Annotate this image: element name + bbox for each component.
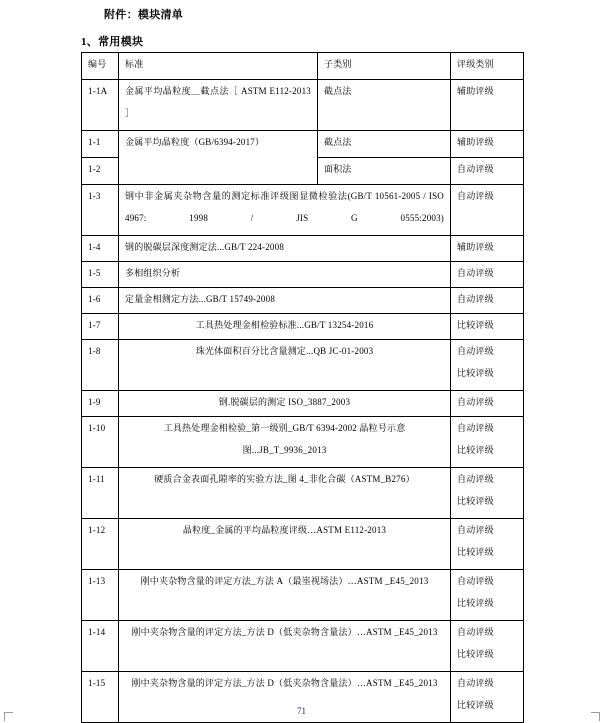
row-rating-primary: 自动评级 [457, 346, 494, 356]
row-number: 1-1A [88, 86, 108, 96]
row-number: 1-1 [88, 137, 101, 147]
row-standard-cell-wide [119, 519, 451, 570]
row-standard-cell-wide [119, 468, 451, 519]
section-heading: 1、常用模块 [81, 36, 144, 48]
row-number: 1-6 [88, 294, 101, 304]
row-rating: 自动评级 [457, 164, 494, 174]
row-number: 1-7 [88, 320, 101, 330]
row-rating: 比较评级 [457, 320, 494, 330]
row-number-cell [82, 468, 119, 519]
row-rating-secondary: 比较评级 [457, 496, 494, 506]
row-standard: 金属平均晶粒度＿截点法［ ASTM E112-2013 ］ [125, 86, 311, 118]
crop-mark-right [591, 712, 600, 721]
row-number-cell [82, 262, 119, 288]
row-rating-cell [451, 519, 524, 570]
row-standard-cell-wide [119, 185, 451, 236]
row-number: 1-12 [88, 525, 106, 535]
table-header-row [82, 53, 524, 80]
row-standard: 工具热处理金相检验标准...GB/T 13254-2016 [195, 320, 374, 330]
row-rating-primary: 自动评级 [457, 576, 494, 586]
row-standard: 刚中夹杂物含量的评定方法_方法 A（最埊视场法）…ASTM _E45_2013 [140, 576, 429, 586]
row-number-cell [82, 158, 119, 185]
row-rating-cell [451, 80, 524, 131]
table-row [82, 288, 524, 314]
row-standard-cell-wide [119, 417, 451, 468]
row-number-cell [82, 185, 119, 236]
table-row [82, 621, 524, 672]
table-row [82, 468, 524, 519]
table-row [82, 185, 524, 236]
table-row [82, 236, 524, 262]
row-number-cell [82, 314, 119, 340]
row-rating-primary: 自动评级 [457, 423, 494, 433]
row-rating-primary: 自动评级 [457, 525, 494, 535]
row-rating: 辅助评级 [457, 242, 494, 252]
table-row [82, 80, 524, 131]
row-standard: 定量金相测定方法...GB/T 15749-2008 [125, 294, 276, 304]
row-standard: 硬质合金表面孔隙率的实验方法_图 4_非化合碳（ASTM_B276） [154, 474, 415, 484]
row-rating-cell [451, 621, 524, 672]
row-number-cell [82, 340, 119, 391]
row-rating-cell [451, 570, 524, 621]
table-row [82, 417, 524, 468]
row-rating-secondary: 比较评级 [457, 547, 494, 557]
row-number-cell [82, 621, 119, 672]
row-standard: 金属平均晶粒度（GB/6394-2017） [125, 137, 265, 147]
row-standard: 钢的脱碳层深度测定法...GB/T 224-2008 [125, 242, 285, 252]
row-number: 1-5 [88, 268, 101, 278]
row-rating-primary: 自动评级 [457, 627, 494, 637]
row-subcategory: 截点法 [324, 86, 352, 96]
row-number: 1-10 [88, 423, 106, 433]
row-subcategory-cell [318, 131, 451, 158]
row-rating: 自动评级 [457, 191, 494, 201]
table-row [82, 570, 524, 621]
row-rating-cell [451, 262, 524, 288]
row-standard-cell-wide [119, 340, 451, 391]
row-standard-cell-merged [119, 131, 318, 185]
row-rating: 自动评级 [457, 294, 494, 304]
row-number: 1-15 [88, 678, 106, 688]
row-rating-cell [451, 340, 524, 391]
row-rating-secondary: 比较评级 [457, 445, 494, 455]
row-number: 1-8 [88, 346, 101, 356]
row-standard: 刚中夹杂物含量的评定方法_方法 D（低夹杂物含量法）…ASTM _E45_2013 [131, 627, 438, 637]
table-row [82, 340, 524, 391]
row-rating-primary: 自动评级 [457, 678, 494, 688]
row-standard: 钢中非金属夹杂物含量的测定标准评级图显微检验法(GB/T 10561-2005 / ISO 4967: 1998 / JIS G 0555:2003) [125, 191, 444, 223]
module-list-table [81, 52, 524, 723]
row-rating: 辅助评级 [457, 86, 494, 96]
row-rating-cell [451, 417, 524, 468]
header-rating-label: 评级类别 [457, 59, 494, 69]
table-row [82, 519, 524, 570]
row-standard-cell-wide [119, 262, 451, 288]
row-rating: 自动评级 [457, 397, 494, 407]
row-standard: 晶粒度_金属的平均晶粒度评级…ASTM E112-2013 [182, 525, 387, 535]
row-number: 1-11 [88, 474, 105, 484]
row-subcategory: 截点法 [324, 137, 352, 147]
row-rating-secondary: 比较评级 [457, 649, 494, 659]
row-number-cell [82, 236, 119, 262]
header-subcategory-label: 子类别 [324, 59, 352, 69]
header-cell-subcategory [318, 53, 451, 80]
row-number-cell [82, 288, 119, 314]
row-rating-cell [451, 391, 524, 417]
row-number-cell [82, 570, 119, 621]
row-rating-secondary: 比较评级 [457, 598, 494, 608]
row-standard-cell-wide [119, 314, 451, 340]
row-standard: 多相组织分析 [125, 268, 181, 278]
table-row [82, 391, 524, 417]
row-rating-primary: 自动评级 [457, 474, 494, 484]
row-rating-cell [451, 185, 524, 236]
row-rating-secondary: 比较评级 [457, 700, 494, 710]
header-standard-label: 标准 [125, 59, 144, 69]
header-cell-rating [451, 53, 524, 80]
row-standard-cell-wide [119, 621, 451, 672]
row-subcategory-cell [318, 80, 451, 131]
row-number: 1-9 [88, 397, 101, 407]
row-rating-cell [451, 468, 524, 519]
row-number: 1-14 [88, 627, 106, 637]
row-number: 1-13 [88, 576, 106, 586]
header-number-label: 编号 [88, 59, 107, 69]
table-row [82, 262, 524, 288]
table-row [82, 131, 524, 158]
row-number-cell [82, 80, 119, 131]
row-subcategory: 面积法 [324, 164, 352, 174]
crop-mark-left [4, 712, 13, 721]
row-rating-cell [451, 314, 524, 340]
table-row [82, 314, 524, 340]
row-standard: 钢.脱碳层的测定 ISO_3887_2003 [218, 397, 351, 407]
row-standard: 工具热处理金相检验_第一级别_GB/T 6394-2002 晶粒号示意图...JB_T_9936_2013 [163, 423, 406, 455]
row-standard: 刚中夹杂物含量的评定方法_方法 D（低夹杂物含量法）…ASTM _E45_2013 [131, 678, 438, 688]
row-standard: 珠光体面积百分比含量测定...QB JC-01-2003 [195, 346, 374, 356]
row-subcategory-cell [318, 158, 451, 185]
row-number-cell [82, 391, 119, 417]
row-standard-cell-wide [119, 288, 451, 314]
header-cell-number [82, 53, 119, 80]
row-rating-cell [451, 158, 524, 185]
row-rating: 辅助评级 [457, 137, 494, 147]
row-rating-secondary: 比较评级 [457, 368, 494, 378]
document-title: 附件：模块清单 [104, 9, 184, 21]
row-number: 1-2 [88, 164, 101, 174]
row-number-cell [82, 519, 119, 570]
row-rating-cell [451, 288, 524, 314]
row-number-cell [82, 131, 119, 158]
header-cell-standard [119, 53, 318, 80]
page-number: 71 [297, 706, 306, 716]
row-standard-cell [119, 80, 318, 131]
row-number: 1-4 [88, 242, 101, 252]
row-rating: 自动评级 [457, 268, 494, 278]
row-standard-cell-wide [119, 236, 451, 262]
row-number: 1-3 [88, 191, 101, 201]
row-standard-cell-wide [119, 570, 451, 621]
row-number-cell [82, 417, 119, 468]
row-standard-cell-wide [119, 391, 451, 417]
row-rating-cell [451, 131, 524, 158]
row-rating-cell [451, 236, 524, 262]
